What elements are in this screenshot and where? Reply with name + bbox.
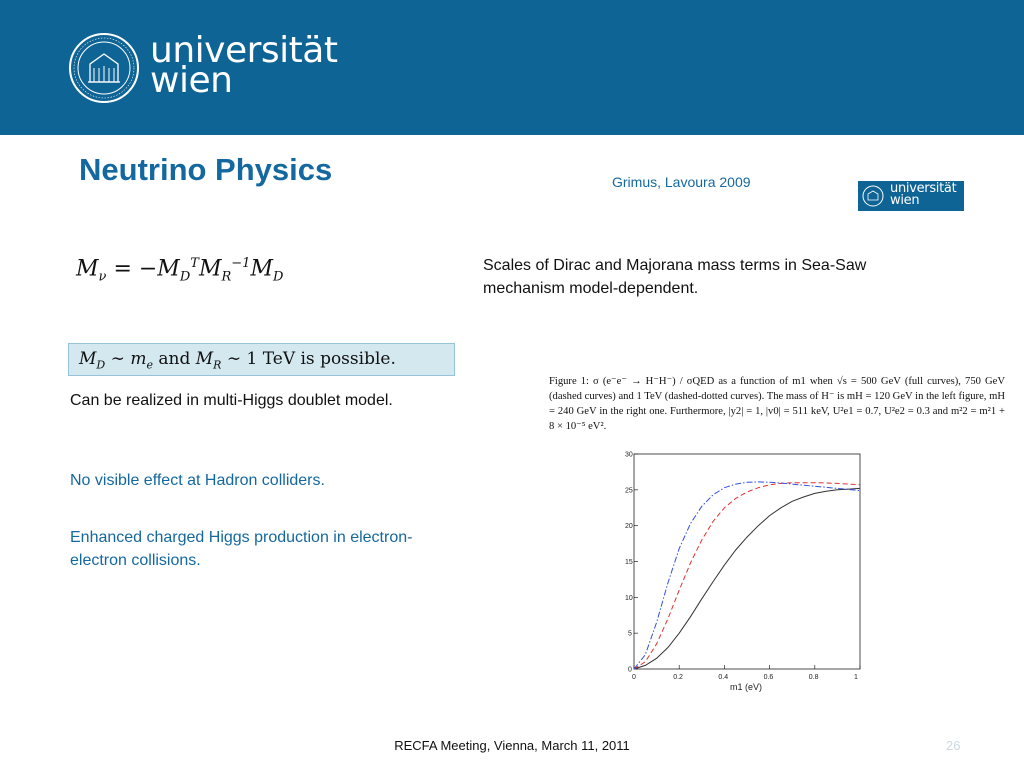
- footer-meeting: RECFA Meeting, Vienna, March 11, 2011: [394, 738, 630, 753]
- header-band: [0, 0, 1024, 135]
- y-tick-label: 0: [628, 666, 632, 674]
- md-formula-box: $M_D$ ∼ $m_e$ and $M_R$ ∼ 1 TeV is possible.: [68, 343, 455, 376]
- series-line-solid: [634, 488, 860, 669]
- series-line-dashdot: [634, 482, 860, 669]
- y-tick-label: 30: [625, 451, 633, 459]
- electron-collisions-text: Enhanced charged Higgs production in electron-electron collisions.: [70, 529, 413, 569]
- logo-line-universitat: universität: [150, 30, 338, 71]
- y-tick-label: 15: [625, 559, 633, 566]
- figure-caption: Figure 1: σ (e⁻e⁻ → H⁻H⁻) / σQED as a function of m1 when √s = 500 GeV (full curves), 750 GeV (dashed curves) and 1 TeV (dashed-dotted curves). The mass of H⁻ is mH = 120 GeV in the left figure, mH = 240 GeV in the right one. Furthermore, |y2| = 1, |v0| = 511 keV, U²e1 = 0.7, U²e2 = 0.3 and m²2 = m²1 + 8 × 10⁻⁵ eV².: [549, 376, 1005, 432]
- md-box-possible: is possible.: [300, 349, 396, 369]
- mass-matrix-formula: $M_\nu = -M_D^TM_R^{-1}M_D$: [76, 256, 284, 285]
- y-tick-label: 25: [625, 487, 633, 495]
- multi-higgs-text: Can be realized in multi-Higgs doublet model.: [70, 392, 393, 409]
- cross-section-chart: [612, 448, 872, 698]
- x-tick-label: 0.2: [673, 674, 683, 681]
- y-tick-label: 5: [628, 630, 632, 638]
- university-logo-text: [150, 30, 338, 101]
- university-seal-icon: [68, 32, 140, 104]
- hadron-colliders-text: No visible effect at Hadron colliders.: [70, 472, 325, 489]
- page-number: 26: [946, 738, 961, 753]
- small-logo-line1: universität: [890, 181, 957, 196]
- md-box-and: and: [158, 349, 191, 369]
- series-line-dashed: [634, 483, 860, 669]
- x-tick-label: 0.4: [718, 674, 729, 681]
- small-logo-text: [890, 183, 956, 207]
- small-university-logo: [858, 181, 964, 211]
- y-tick-label: 20: [625, 523, 633, 531]
- x-tick-label: 0.6: [763, 674, 774, 681]
- scales-text: Scales of Dirac and Majorana mass terms in Sea-Saw mechanism model-dependent.: [483, 257, 867, 297]
- x-axis-label: m1 (eV): [730, 682, 763, 692]
- slide-title: Neutrino Physics: [79, 152, 333, 187]
- logo-line-wien: wien: [150, 60, 233, 101]
- y-tick-label: 10: [625, 594, 633, 602]
- plot-frame: [634, 454, 860, 669]
- x-tick-label: 1: [854, 674, 858, 681]
- citation: Grimus, Lavoura 2009: [612, 174, 751, 190]
- x-tick-label: 0: [632, 674, 636, 681]
- md-box-tev: 1 TeV: [246, 349, 296, 369]
- x-tick-label: 0.8: [808, 674, 819, 681]
- small-logo-line2: wien: [890, 193, 920, 208]
- small-seal-icon: [862, 185, 884, 207]
